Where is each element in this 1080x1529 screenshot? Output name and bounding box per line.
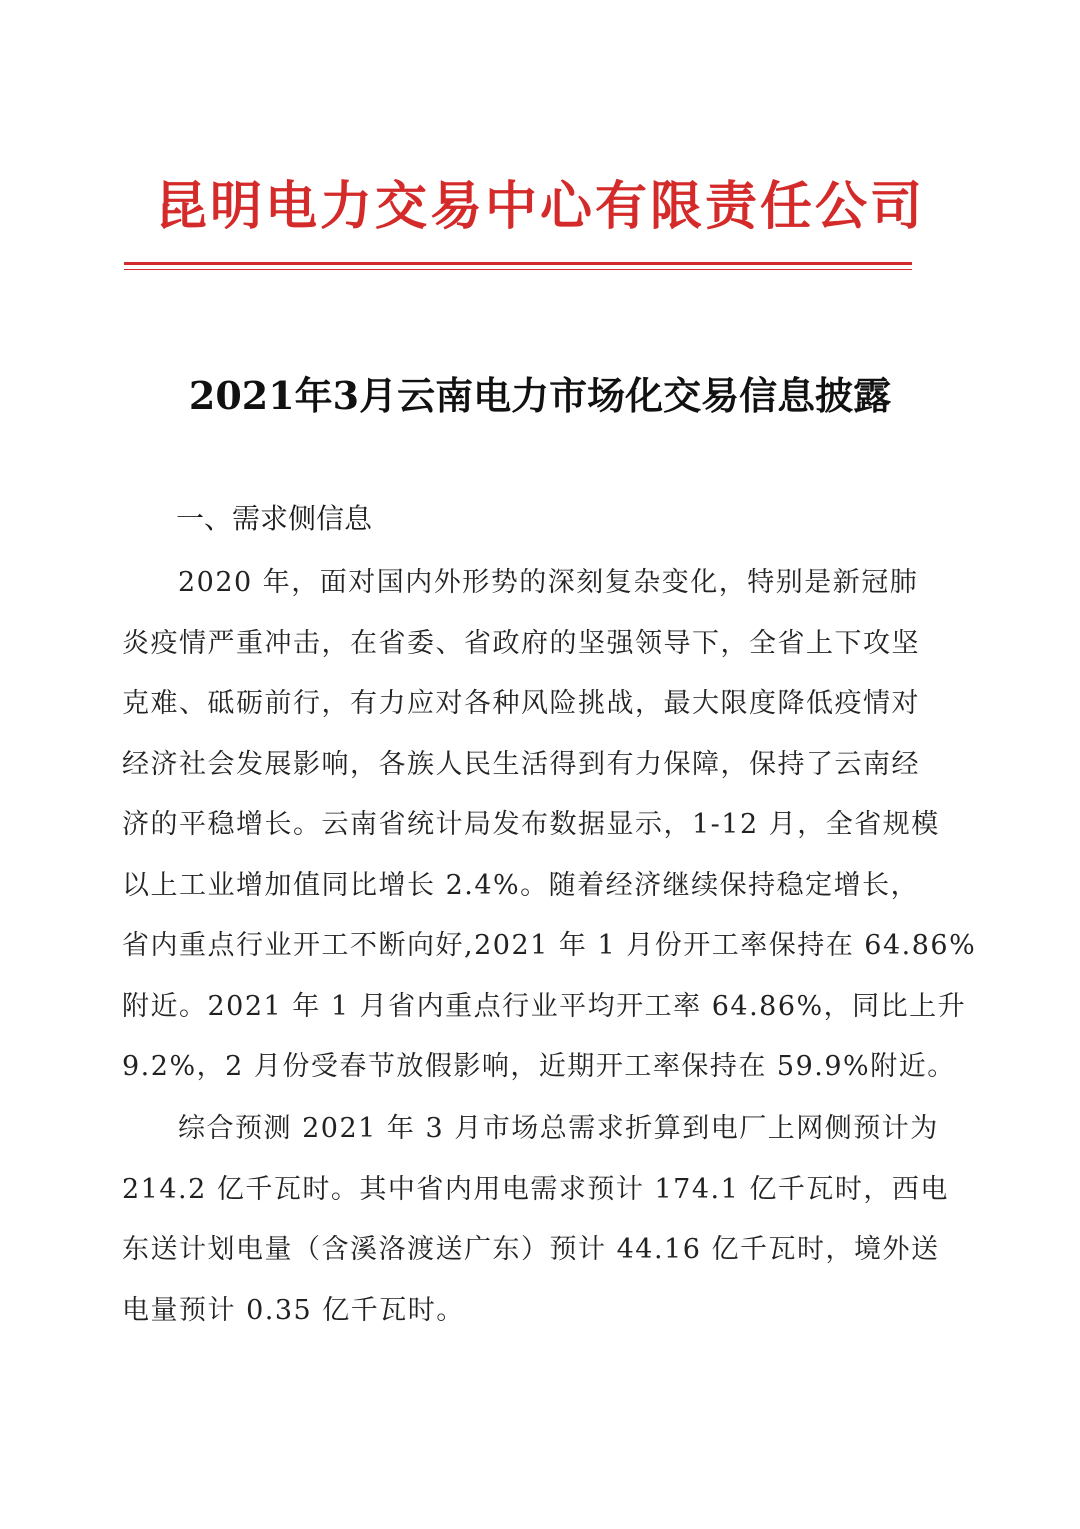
document-title: 2021年3月云南电力市场化交易信息披露	[188, 373, 892, 418]
paragraph-line: 附近。2021 年 1 月省内重点行业平均开工率 64.86%，同比上升	[122, 990, 967, 1022]
paragraph-line: 炎疫情严重冲击，在省委、省政府的坚强领导下，全省上下攻坚	[122, 627, 920, 659]
letterhead-company-name: 昆明电力交易中心有限责任公司	[154, 177, 925, 237]
paragraph-2	[122, 1099, 949, 1341]
letterhead-rule-thick	[124, 262, 912, 265]
paragraph-line: 克难、砥砺前行，有力应对各种风险挑战，最大限度降低疫情对	[122, 688, 920, 719]
paragraph-line: 214.2 亿千瓦时。其中省内用电需求预计 174.1 亿千瓦时，西电	[122, 1173, 949, 1205]
paragraph-line: 经济社会发展影响，各族人民生活得到有力保障，保持了云南经	[122, 748, 920, 780]
paragraph-1	[122, 553, 977, 1098]
paragraph-line: 2020 年，面对国内外形势的深刻复杂变化，特别是新冠肺	[178, 567, 919, 598]
paragraph-line: 9.2%，2 月份受春节放假影响，近期开工率保持在 59.9%附近。	[122, 1051, 956, 1082]
paragraph-line: 以上工业增加值同比增长 2.4%。随着经济继续保持稳定增长，	[122, 869, 920, 901]
section-heading: 一、需求侧信息	[176, 502, 373, 535]
paragraph-line: 综合预测 2021 年 3 月市场总需求折算到电厂上网侧预计为	[178, 1113, 939, 1144]
letterhead-rule-thin	[124, 269, 912, 270]
paragraph-line: 省内重点行业开工不断向好,2021 年 1 月份开工率保持在 64.86%	[122, 930, 977, 961]
paragraph-line: 济的平稳增长。云南省统计局发布数据显示，1-12 月，全省规模	[122, 809, 940, 840]
paragraph-line: 电量预计 0.35 亿千瓦时。	[122, 1294, 465, 1326]
paragraph-line: 东送计划电量（含溪洛渡送广东）预计 44.16 亿千瓦时，境外送	[122, 1234, 940, 1265]
